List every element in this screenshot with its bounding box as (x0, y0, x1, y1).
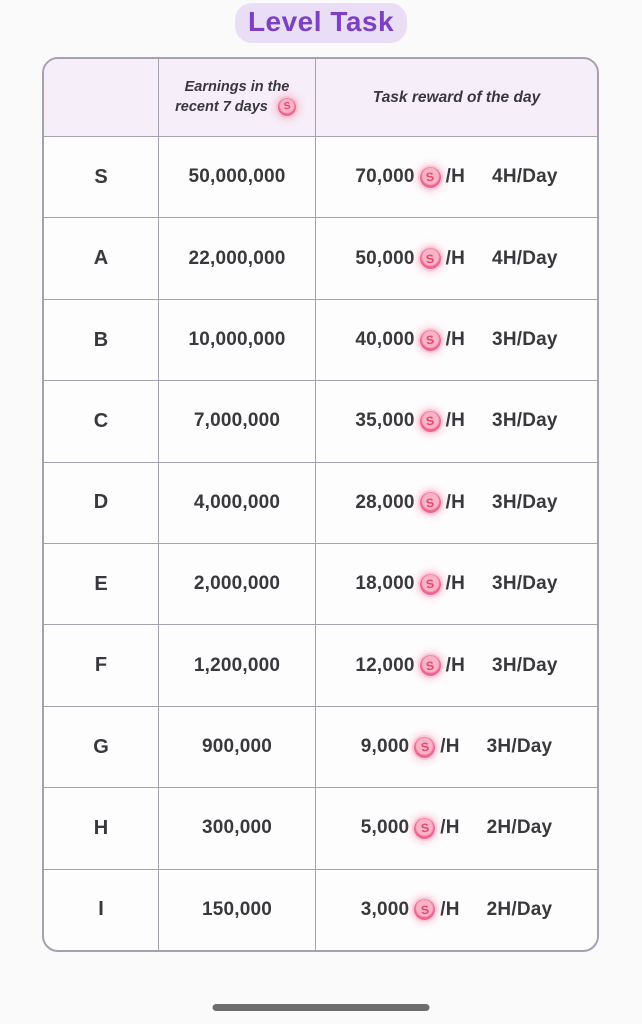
table-row (44, 624, 597, 705)
home-indicator[interactable] (213, 1004, 430, 1011)
reward-cell (315, 300, 597, 380)
rate-unit: /H (440, 817, 460, 839)
rate-value: 28,000 (355, 491, 415, 513)
level-cell: E (94, 572, 108, 595)
rate-unit: /H (445, 329, 466, 351)
daily-hours: 3H/Day (486, 736, 553, 758)
rate-value: 3,000 (360, 898, 410, 920)
coin-icon: S (420, 330, 441, 351)
rate-value: 40,000 (355, 329, 415, 351)
rate-value: 70,000 (355, 166, 415, 188)
rate-unit: /H (440, 736, 460, 758)
rate-unit: /H (445, 491, 466, 513)
coin-icon: S (414, 737, 435, 758)
daily-hours: 2H/Day (486, 817, 553, 839)
rate-value: 9,000 (360, 736, 410, 758)
reward-cell (315, 707, 597, 787)
coin-icon: S (414, 818, 435, 839)
level-cell: C (93, 409, 109, 432)
level-cell: S (94, 165, 108, 188)
daily-hours: 2H/Day (486, 898, 553, 920)
earnings-cell: 4,000,000 (158, 463, 315, 543)
level-cell: I (98, 898, 104, 921)
coin-icon: S (420, 167, 441, 188)
level-cell: H (93, 816, 109, 839)
coin-icon: S (420, 248, 441, 269)
table-header-row (44, 59, 597, 136)
earnings-cell: 50,000,000 (158, 137, 315, 217)
table-row (44, 787, 597, 868)
level-cell: D (93, 491, 109, 514)
level-cell: A (93, 247, 109, 270)
reward-cell (315, 544, 597, 624)
rate-unit: /H (440, 898, 460, 920)
coin-icon: S (278, 98, 296, 116)
header-earnings-label-line1: Earnings in the (184, 78, 290, 95)
page-title-text: Level Task (235, 3, 407, 43)
rate-unit: /H (445, 410, 466, 432)
daily-hours: 4H/Day (492, 166, 558, 188)
reward-cell (315, 137, 597, 217)
level-task-table (42, 57, 599, 952)
level-cell: B (93, 328, 109, 351)
earnings-cell: 2,000,000 (158, 544, 315, 624)
rate-value: 50,000 (355, 247, 415, 269)
daily-hours: 3H/Day (492, 491, 558, 513)
earnings-cell: 300,000 (158, 788, 315, 868)
level-cell: G (93, 735, 109, 758)
table-row (44, 217, 597, 298)
reward-cell (315, 870, 597, 950)
rate-value: 5,000 (360, 817, 410, 839)
daily-hours: 3H/Day (492, 573, 558, 595)
table-row (44, 136, 597, 217)
daily-hours: 3H/Day (492, 329, 558, 351)
daily-hours: 3H/Day (492, 654, 558, 676)
page-title (0, 3, 642, 43)
table-row (44, 543, 597, 624)
rate-unit: /H (445, 247, 466, 269)
rate-unit: /H (445, 166, 466, 188)
header-level-cell (44, 59, 158, 136)
rate-unit: /H (445, 573, 466, 595)
earnings-cell: 150,000 (158, 870, 315, 950)
coin-icon: S (420, 574, 441, 595)
coin-icon: S (420, 492, 441, 513)
coin-icon: S (420, 411, 441, 432)
coin-icon: S (420, 655, 441, 676)
header-reward-cell: Task reward of the day (315, 59, 597, 136)
daily-hours: 4H/Day (492, 247, 558, 269)
header-earnings-label-line2: recent 7 days (175, 98, 268, 115)
header-earnings-cell (158, 59, 315, 136)
table-row (44, 869, 597, 950)
rate-value: 18,000 (355, 573, 415, 595)
table-row (44, 299, 597, 380)
earnings-cell: 22,000,000 (158, 218, 315, 298)
daily-hours: 3H/Day (492, 410, 558, 432)
reward-cell (315, 788, 597, 868)
reward-cell (315, 218, 597, 298)
earnings-cell: 900,000 (158, 707, 315, 787)
table-row (44, 380, 597, 461)
reward-cell (315, 381, 597, 461)
rate-value: 12,000 (355, 654, 415, 676)
rate-unit: /H (445, 654, 466, 676)
earnings-cell: 7,000,000 (158, 381, 315, 461)
reward-cell (315, 625, 597, 705)
level-cell: F (94, 654, 108, 677)
earnings-cell: 1,200,000 (158, 625, 315, 705)
table-row (44, 706, 597, 787)
rate-value: 35,000 (355, 410, 415, 432)
earnings-cell: 10,000,000 (158, 300, 315, 380)
table-row (44, 462, 597, 543)
reward-cell (315, 463, 597, 543)
coin-icon: S (414, 899, 435, 920)
